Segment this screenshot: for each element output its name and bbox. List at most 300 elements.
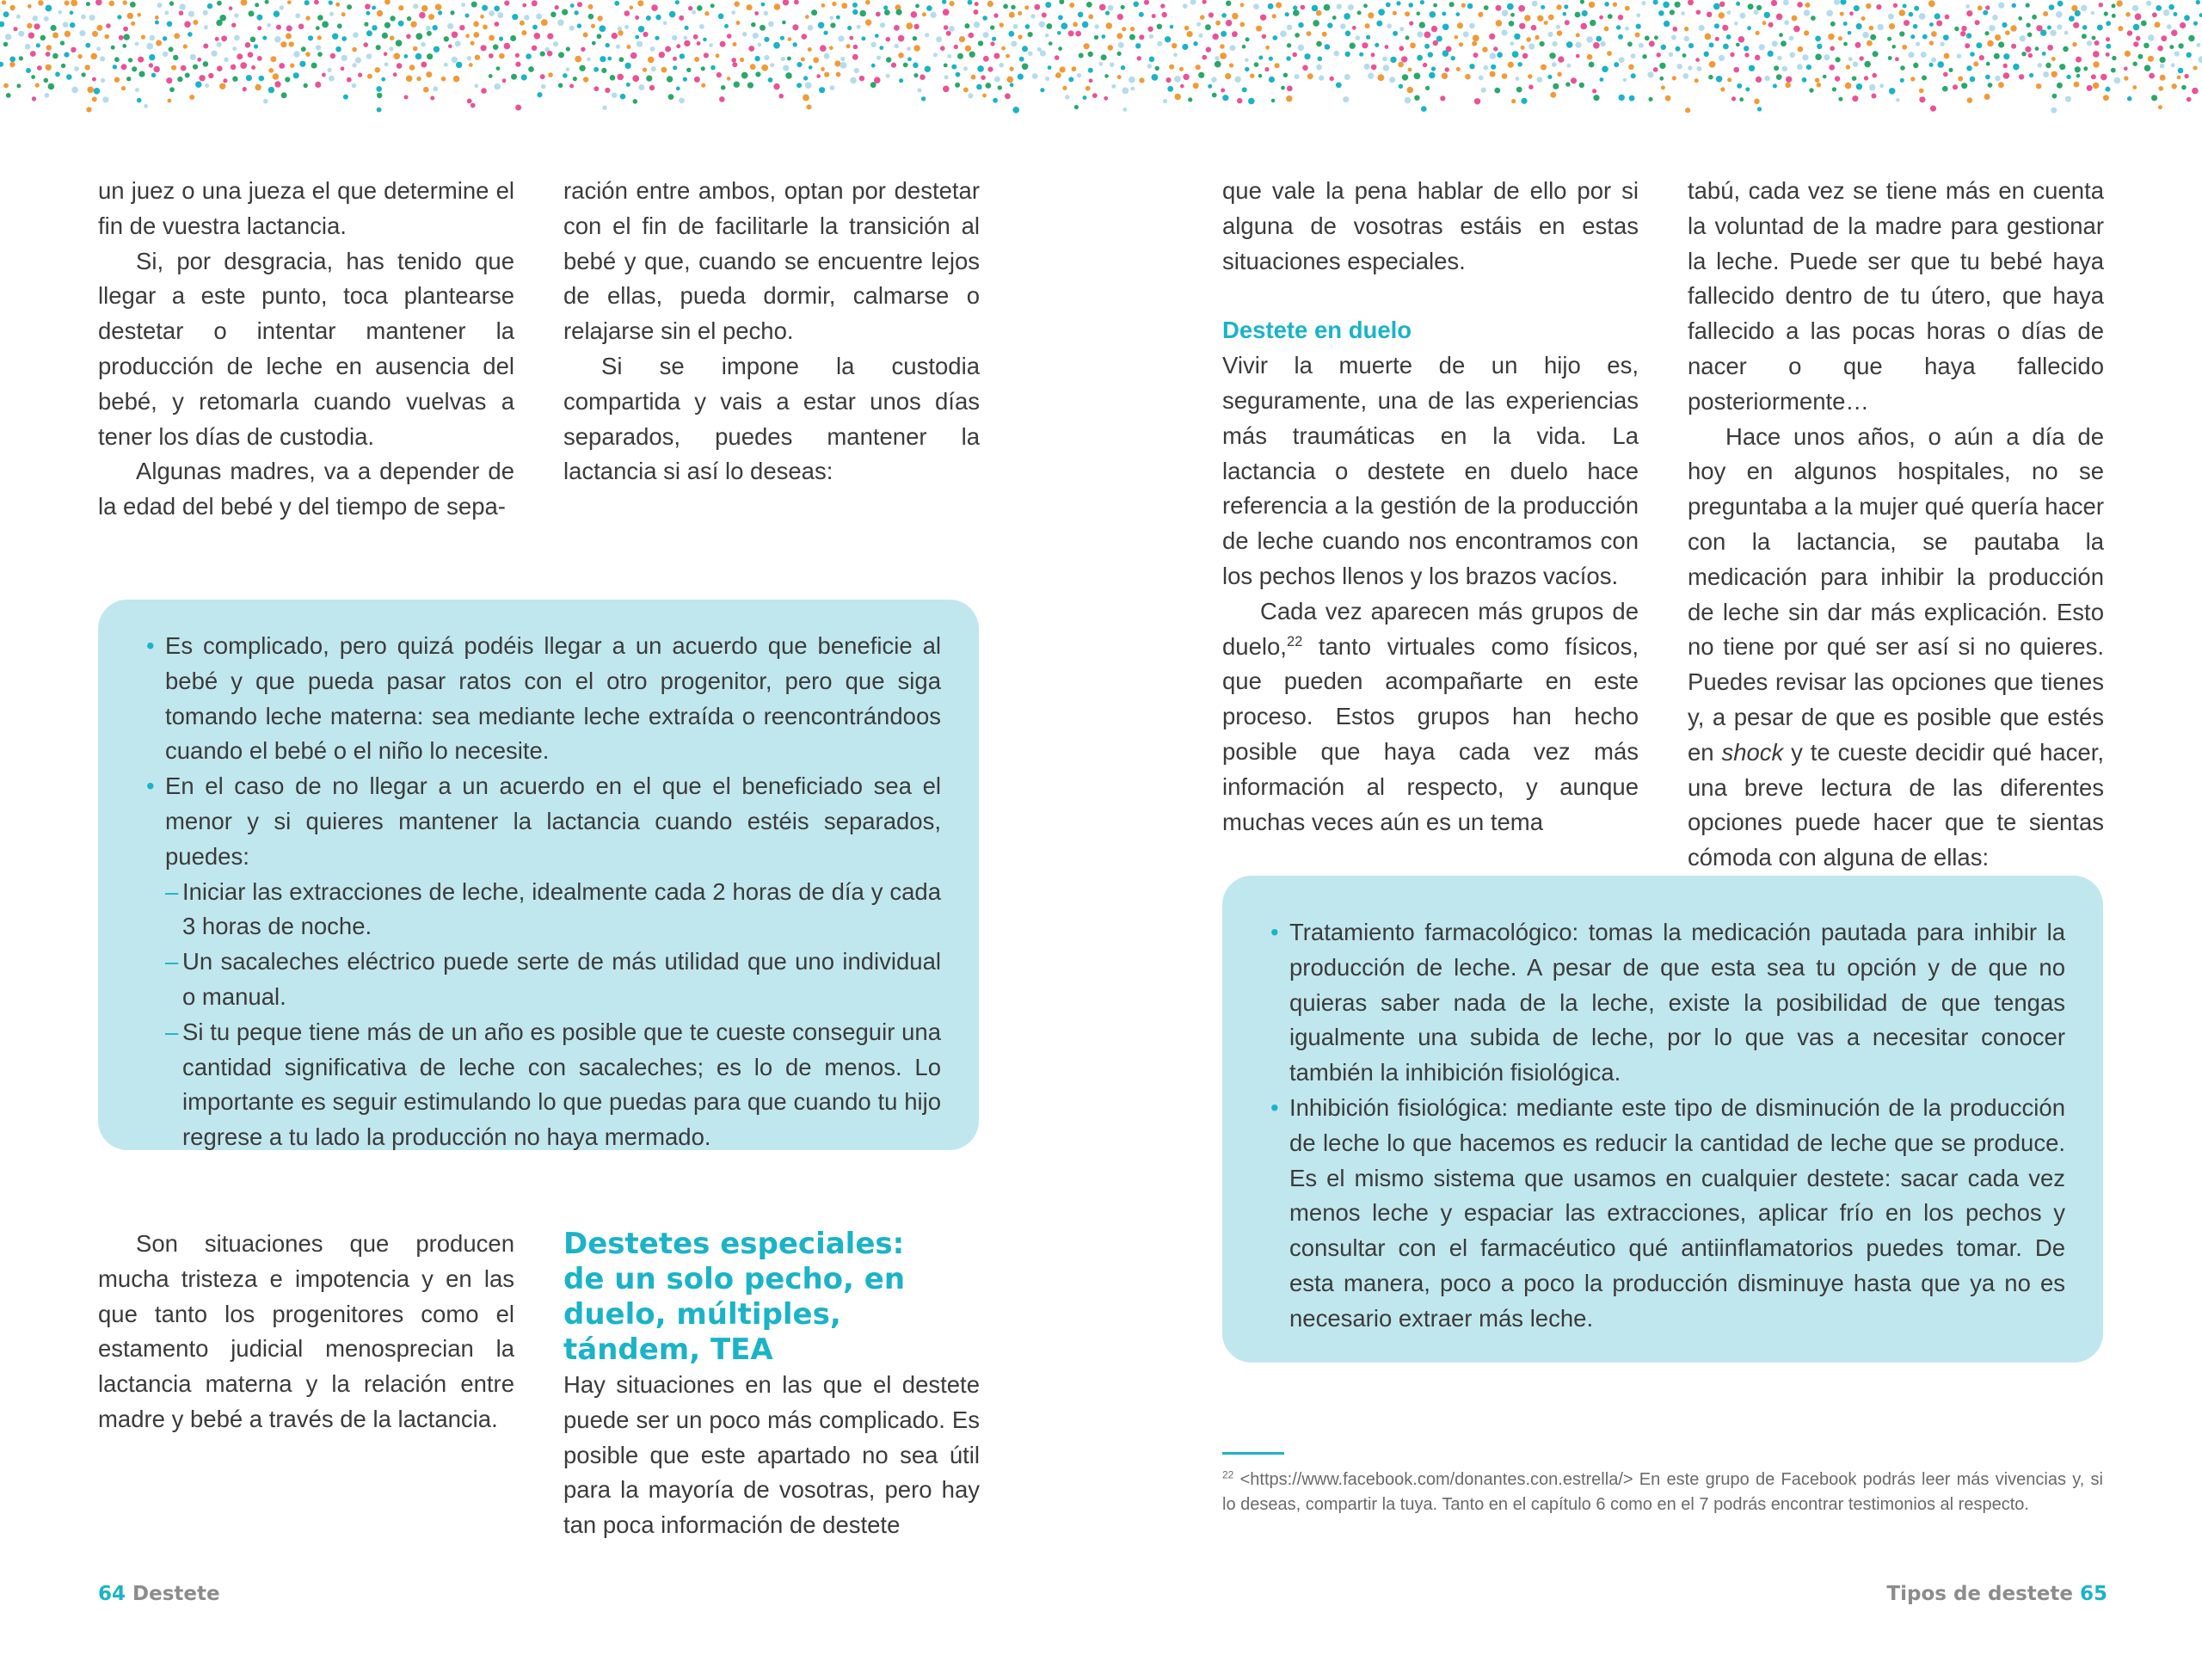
confetti-dot <box>1116 33 1123 39</box>
confetti-dot <box>643 32 648 37</box>
confetti-dot <box>494 83 501 90</box>
confetti-dot <box>569 26 575 31</box>
confetti-dot <box>419 12 426 19</box>
confetti-dot <box>1104 74 1109 78</box>
confetti-dot <box>1012 107 1019 114</box>
confetti-dot <box>28 4 32 9</box>
confetti-dot <box>780 36 784 40</box>
confetti-dot <box>1393 31 1398 36</box>
confetti-dot <box>1133 2 1139 8</box>
confetti-dot <box>1860 56 1864 60</box>
confetti-dot <box>1011 40 1017 46</box>
confetti-dot <box>834 60 840 66</box>
confetti-dot <box>493 44 499 50</box>
confetti-dot <box>1265 46 1270 50</box>
confetti-dot <box>683 36 687 40</box>
confetti-dot <box>1172 43 1177 48</box>
confetti-dot <box>697 41 701 46</box>
confetti-dot <box>1058 15 1063 21</box>
confetti-dot <box>255 3 259 7</box>
confetti-dot <box>1359 52 1363 57</box>
confetti-dot <box>433 25 438 30</box>
confetti-dot <box>1811 15 1816 21</box>
confetti-dot <box>1642 1 1646 5</box>
confetti-dot <box>1456 67 1461 71</box>
confetti-dot <box>1566 41 1573 48</box>
confetti-dot <box>1934 13 1941 19</box>
confetti-dot <box>673 57 677 61</box>
confetti-dot <box>2057 1 2064 7</box>
confetti-dot <box>5 34 11 40</box>
confetti-dot <box>1167 86 1173 92</box>
confetti-dot <box>1518 5 1525 12</box>
confetti-dot <box>1469 23 1475 29</box>
confetti-dot <box>1337 3 1342 9</box>
confetti-dot <box>1756 77 1762 83</box>
confetti-dot <box>1995 76 2001 82</box>
footnote <box>1222 1468 2103 1517</box>
confetti-dot <box>150 35 155 40</box>
confetti-dot <box>520 21 525 26</box>
confetti-dot <box>840 57 845 61</box>
confetti-dot <box>1893 3 1898 8</box>
confetti-dot <box>1695 58 1700 62</box>
confetti-dot <box>679 15 684 21</box>
confetti-dot <box>2151 95 2157 101</box>
confetti-dot <box>1745 87 1750 91</box>
paragraph <box>1222 594 1639 840</box>
confetti-dot <box>26 68 31 73</box>
confetti-dot <box>1275 63 1280 68</box>
confetti-dot <box>195 81 202 88</box>
confetti-dot <box>205 83 209 88</box>
confetti-dot <box>1948 68 1953 72</box>
confetti-dot <box>2049 4 2055 10</box>
confetti-dot <box>968 93 973 98</box>
confetti-dot <box>2112 3 2116 8</box>
paragraph: Algunas madres, va a depender de la edad del bebé y del tiempo de sepa- <box>98 458 514 520</box>
text-run: Hace unos años, o aún a día de hoy en algunos hospitales, no se preguntaba a la mujer qué quería hacer con la lactancia, se pautaba la medicación para inhibir la producción de leche sin dar más explicación. Esto no tiene por qué ser así si no quieres. Puedes revisar las opciones que tienes y, a pesar de que es posible que estés en <box>1688 422 2104 766</box>
confetti-dot <box>92 96 97 102</box>
confetti-dot <box>1254 62 1259 67</box>
confetti-dot <box>1147 27 1153 32</box>
confetti-dot <box>317 15 323 21</box>
confetti-dot <box>1913 24 1918 29</box>
confetti-dot <box>1663 2 1670 9</box>
confetti-dot <box>1528 84 1534 89</box>
confetti-dot <box>1019 57 1024 62</box>
confetti-dot <box>0 62 3 67</box>
confetti-dot <box>421 62 427 68</box>
confetti-dot <box>469 63 473 67</box>
confetti-dot <box>1378 74 1385 81</box>
confetti-dot <box>824 53 830 59</box>
confetti-dot <box>1295 33 1300 38</box>
confetti-dot <box>231 23 236 28</box>
confetti-dot <box>1580 0 1584 4</box>
confetti-dot <box>824 72 829 77</box>
confetti-dot <box>1301 5 1306 10</box>
confetti-dot <box>940 46 945 51</box>
confetti-dot <box>1005 93 1011 99</box>
confetti-dot <box>113 65 117 69</box>
confetti-dot <box>1245 58 1249 62</box>
confetti-dot <box>1895 57 1899 61</box>
confetti-dot <box>521 74 527 80</box>
italic-word: shock <box>1721 738 1784 766</box>
confetti-dot <box>119 35 124 40</box>
confetti-dot <box>521 30 526 35</box>
confetti-dot <box>773 83 779 89</box>
confetti-dot <box>203 10 208 15</box>
confetti-dot <box>920 74 926 80</box>
confetti-dot <box>684 40 690 46</box>
confetti-dot <box>632 75 639 82</box>
confetti-dot <box>2133 41 2138 46</box>
confetti-dot <box>1463 31 1469 37</box>
confetti-dot <box>883 5 888 9</box>
confetti-dot <box>203 61 209 67</box>
confetti-dot <box>1399 46 1404 51</box>
confetti-dot <box>2196 43 2200 47</box>
confetti-dot <box>1864 76 1868 80</box>
confetti-dot <box>906 22 913 29</box>
confetti-dot <box>1473 34 1479 41</box>
confetti-dot <box>467 56 471 60</box>
confetti-dot <box>802 34 808 40</box>
confetti-dot <box>832 2 836 6</box>
confetti-dot <box>1330 77 1334 81</box>
confetti-dot <box>2148 56 2154 62</box>
confetti-dot <box>1589 62 1595 68</box>
confetti-dot <box>697 5 703 11</box>
confetti-dot <box>117 15 121 19</box>
confetti-dot <box>489 74 493 78</box>
confetti-dot <box>2137 54 2143 59</box>
confetti-dot <box>667 76 673 82</box>
confetti-dot <box>1664 21 1670 27</box>
confetti-dot <box>1815 36 1821 42</box>
confetti-dot <box>1433 3 1437 8</box>
confetti-dot <box>423 87 429 93</box>
confetti-dot <box>1285 12 1289 16</box>
confetti-dot <box>163 36 167 40</box>
confetti-dot <box>257 56 262 61</box>
confetti-dot <box>413 46 418 52</box>
confetti-dot <box>51 25 57 31</box>
confetti-dot <box>1048 65 1052 70</box>
confetti-dot <box>1009 12 1015 18</box>
confetti-dot <box>1823 75 1827 79</box>
confetti-dot <box>522 3 526 8</box>
confetti-dot <box>1424 44 1430 49</box>
confetti-dot <box>250 37 256 43</box>
confetti-dot <box>829 46 833 50</box>
confetti-dot <box>2167 24 2172 29</box>
confetti-dot <box>2036 83 2041 89</box>
confetti-dot <box>1862 32 1869 39</box>
confetti-dot <box>686 68 691 72</box>
confetti-dot <box>251 65 255 70</box>
confetti-dot <box>1838 97 1842 102</box>
confetti-dot <box>1368 73 1374 79</box>
confetti-dot <box>1493 46 1498 51</box>
confetti-dot <box>2106 44 2111 49</box>
confetti-dot <box>1744 52 1749 57</box>
confetti-dot <box>130 2 136 8</box>
confetti-dot <box>1473 52 1479 58</box>
confetti-dot <box>94 88 101 95</box>
confetti-dot <box>1889 23 1895 29</box>
confetti-dot <box>976 84 982 90</box>
confetti-dot <box>536 14 542 20</box>
confetti-dot <box>149 63 153 67</box>
confetti-dot <box>847 26 852 30</box>
confetti-dot <box>1953 84 1958 89</box>
confetti-dot <box>237 53 243 59</box>
confetti-dot <box>1316 41 1322 47</box>
confetti-dot <box>155 15 159 20</box>
confetti-dot <box>40 35 46 41</box>
confetti-dot <box>809 65 813 70</box>
confetti-dot <box>398 21 404 27</box>
confetti-dot <box>675 0 680 4</box>
confetti-dot <box>540 74 545 79</box>
confetti-dot <box>1737 83 1742 89</box>
confetti-dot <box>55 71 60 77</box>
confetti-dot <box>364 22 368 27</box>
confetti-dot <box>778 94 784 99</box>
confetti-dot <box>1856 23 1862 29</box>
confetti-dot <box>358 73 362 77</box>
confetti-dot <box>1507 3 1514 10</box>
confetti-dot <box>480 15 484 19</box>
confetti-dot <box>1966 65 1971 71</box>
confetti-dot <box>925 66 931 72</box>
confetti-dot <box>106 23 111 28</box>
confetti-dot <box>1856 83 1862 89</box>
confetti-dot <box>794 0 799 4</box>
confetti-dot <box>1544 21 1548 25</box>
footnote-text: <https://www.facebook.com/donantes.con.estrella/> En este grupo de Facebook podrás leer más vivencias y, si lo deseas, compartir la tuya. Tanto en el capítulo 6 como en el 7 podrás encontrar testimonios al respecto. <box>1222 1470 2103 1514</box>
confetti-dot <box>1754 99 1760 105</box>
confetti-dot <box>137 98 142 103</box>
confetti-dot <box>870 42 876 47</box>
confetti-dot <box>1922 34 1928 40</box>
confetti-dot <box>764 37 769 42</box>
confetti-dot <box>669 11 676 18</box>
confetti-dot <box>1709 61 1716 68</box>
confetti-dot <box>355 57 361 63</box>
confetti-dot <box>2141 21 2147 27</box>
confetti-dot <box>2177 76 2181 80</box>
confetti-dot <box>114 77 120 83</box>
confetti-dot <box>1757 107 1762 111</box>
confetti-dot <box>123 27 128 32</box>
confetti-dot <box>1909 12 1914 17</box>
confetti-dot <box>2158 86 2163 91</box>
confetti-dot <box>316 45 321 50</box>
confetti-dot <box>434 46 440 52</box>
confetti-dot <box>1806 65 1811 70</box>
confetti-dot <box>1060 66 1066 72</box>
confetti-dot <box>1604 2 1609 7</box>
confetti-dot <box>921 96 926 101</box>
confetti-dot <box>298 24 304 30</box>
confetti-dot <box>1472 41 1477 46</box>
confetti-dot <box>163 52 168 57</box>
confetti-dot <box>1040 88 1044 92</box>
confetti-dot <box>1722 25 1728 31</box>
list-subitem: – Un sacaleches eléctrico puede serte de más utilidad que uno individual o manual. <box>136 945 941 1015</box>
confetti-dot <box>1961 83 1967 89</box>
confetti-dot <box>566 67 570 71</box>
confetti-dot <box>511 74 517 80</box>
confetti-dot <box>1442 12 1446 16</box>
confetti-dot <box>1295 74 1300 79</box>
confetti-dot <box>1417 55 1423 61</box>
confetti-dot <box>710 3 715 8</box>
confetti-dot <box>2136 36 2141 41</box>
confetti-dot <box>1661 45 1666 50</box>
confetti-dot <box>990 41 994 46</box>
confetti-dot <box>993 53 1000 59</box>
confetti-dot <box>397 63 403 69</box>
confetti-dot <box>199 75 205 81</box>
confetti-dot <box>548 72 553 77</box>
confetti-dot <box>183 44 188 48</box>
confetti-dot <box>304 0 310 5</box>
confetti-dot <box>1344 74 1350 80</box>
confetti-dot <box>27 23 32 28</box>
confetti-dot <box>630 6 634 10</box>
confetti-dot <box>782 21 786 25</box>
confetti-dot <box>818 22 825 29</box>
left-folio <box>98 1583 220 1605</box>
confetti-dot <box>465 34 470 38</box>
confetti-dot <box>1117 14 1123 20</box>
confetti-dot <box>104 34 109 40</box>
confetti-dot <box>453 76 460 83</box>
confetti-dot <box>366 53 372 59</box>
confetti-dot <box>1995 34 2001 40</box>
confetti-dot <box>276 25 281 30</box>
confetti-dot <box>1929 63 1934 67</box>
confetti-dot <box>433 86 438 91</box>
confetti-dot <box>823 31 827 35</box>
confetti-dot <box>86 2 90 6</box>
confetti-dot <box>926 5 932 11</box>
confetti-dot <box>579 65 585 71</box>
confetti-dot <box>1695 78 1699 83</box>
confetti-dot <box>1726 34 1731 40</box>
confetti-dot <box>2076 57 2082 63</box>
confetti-dot <box>680 53 685 58</box>
confetti-dot <box>1190 0 1196 5</box>
confetti-dot <box>164 10 169 15</box>
confetti-dot <box>207 3 212 9</box>
confetti-dot <box>396 40 403 46</box>
confetti-dot <box>1931 58 1936 63</box>
confetti-dot <box>720 41 726 47</box>
confetti-dot <box>1910 77 1915 81</box>
confetti-dot <box>1579 83 1584 88</box>
confetti-dot <box>1467 3 1473 9</box>
confetti-dot <box>1417 12 1421 16</box>
confetti-dot <box>1340 23 1346 29</box>
confetti-dot <box>2028 53 2033 58</box>
confetti-dot <box>733 42 737 46</box>
confetti-dot <box>597 15 602 21</box>
confetti-dot <box>754 56 760 61</box>
confetti-dot <box>913 63 919 69</box>
confetti-dot <box>963 66 968 71</box>
confetti-dot <box>217 1 222 6</box>
confetti-dot <box>1889 88 1896 95</box>
confetti-dot <box>1639 43 1644 48</box>
confetti-dot <box>87 87 94 94</box>
confetti-dot <box>1954 27 1959 31</box>
confetti-dot <box>2072 42 2076 46</box>
confetti-dot <box>375 67 380 72</box>
confetti-dot <box>534 33 541 40</box>
confetti-dot <box>1647 71 1653 77</box>
confetti-dot <box>903 63 908 68</box>
confetti-dot <box>1451 56 1455 60</box>
confetti-dot <box>701 83 705 88</box>
confetti-dot <box>637 0 643 6</box>
confetti-dot <box>727 34 732 39</box>
confetti-dot <box>1025 24 1030 29</box>
confetti-dot <box>1790 52 1795 58</box>
confetti-dot <box>673 65 677 70</box>
confetti-dot <box>1232 31 1238 37</box>
confetti-dot <box>2187 52 2192 58</box>
confetti-dot <box>1248 98 1255 105</box>
confetti-dot <box>1318 57 1323 62</box>
confetti-dot <box>635 35 639 40</box>
confetti-dot <box>1657 52 1661 57</box>
confetti-dot <box>1333 51 1339 57</box>
confetti-dot <box>71 47 76 52</box>
confetti-dot <box>1967 97 1973 103</box>
confetti-dot <box>755 71 760 77</box>
confetti-dot <box>1481 88 1486 93</box>
confetti-dot <box>1170 25 1174 29</box>
confetti-dot <box>353 32 359 38</box>
confetti-dot <box>2124 67 2128 71</box>
confetti-dot <box>2148 34 2155 41</box>
confetti-dot <box>1258 74 1263 78</box>
confetti-dot <box>1332 15 1337 20</box>
confetti-dot <box>757 43 761 47</box>
confetti-dot <box>954 45 958 49</box>
confetti-dot <box>1899 9 1906 16</box>
confetti-dot <box>1356 35 1361 40</box>
confetti-dot <box>46 52 51 57</box>
confetti-dot <box>474 83 478 88</box>
confetti-dot <box>1024 5 1029 9</box>
confetti-dot <box>606 43 610 47</box>
confetti-dot <box>1604 27 1609 32</box>
confetti-dot <box>685 26 689 30</box>
confetti-dot <box>1258 56 1263 60</box>
confetti-dot <box>1433 40 1438 46</box>
confetti-dot <box>849 36 853 40</box>
confetti-dot <box>406 34 411 40</box>
confetti-dot <box>1785 83 1791 89</box>
confetti-dot <box>2064 31 2069 35</box>
